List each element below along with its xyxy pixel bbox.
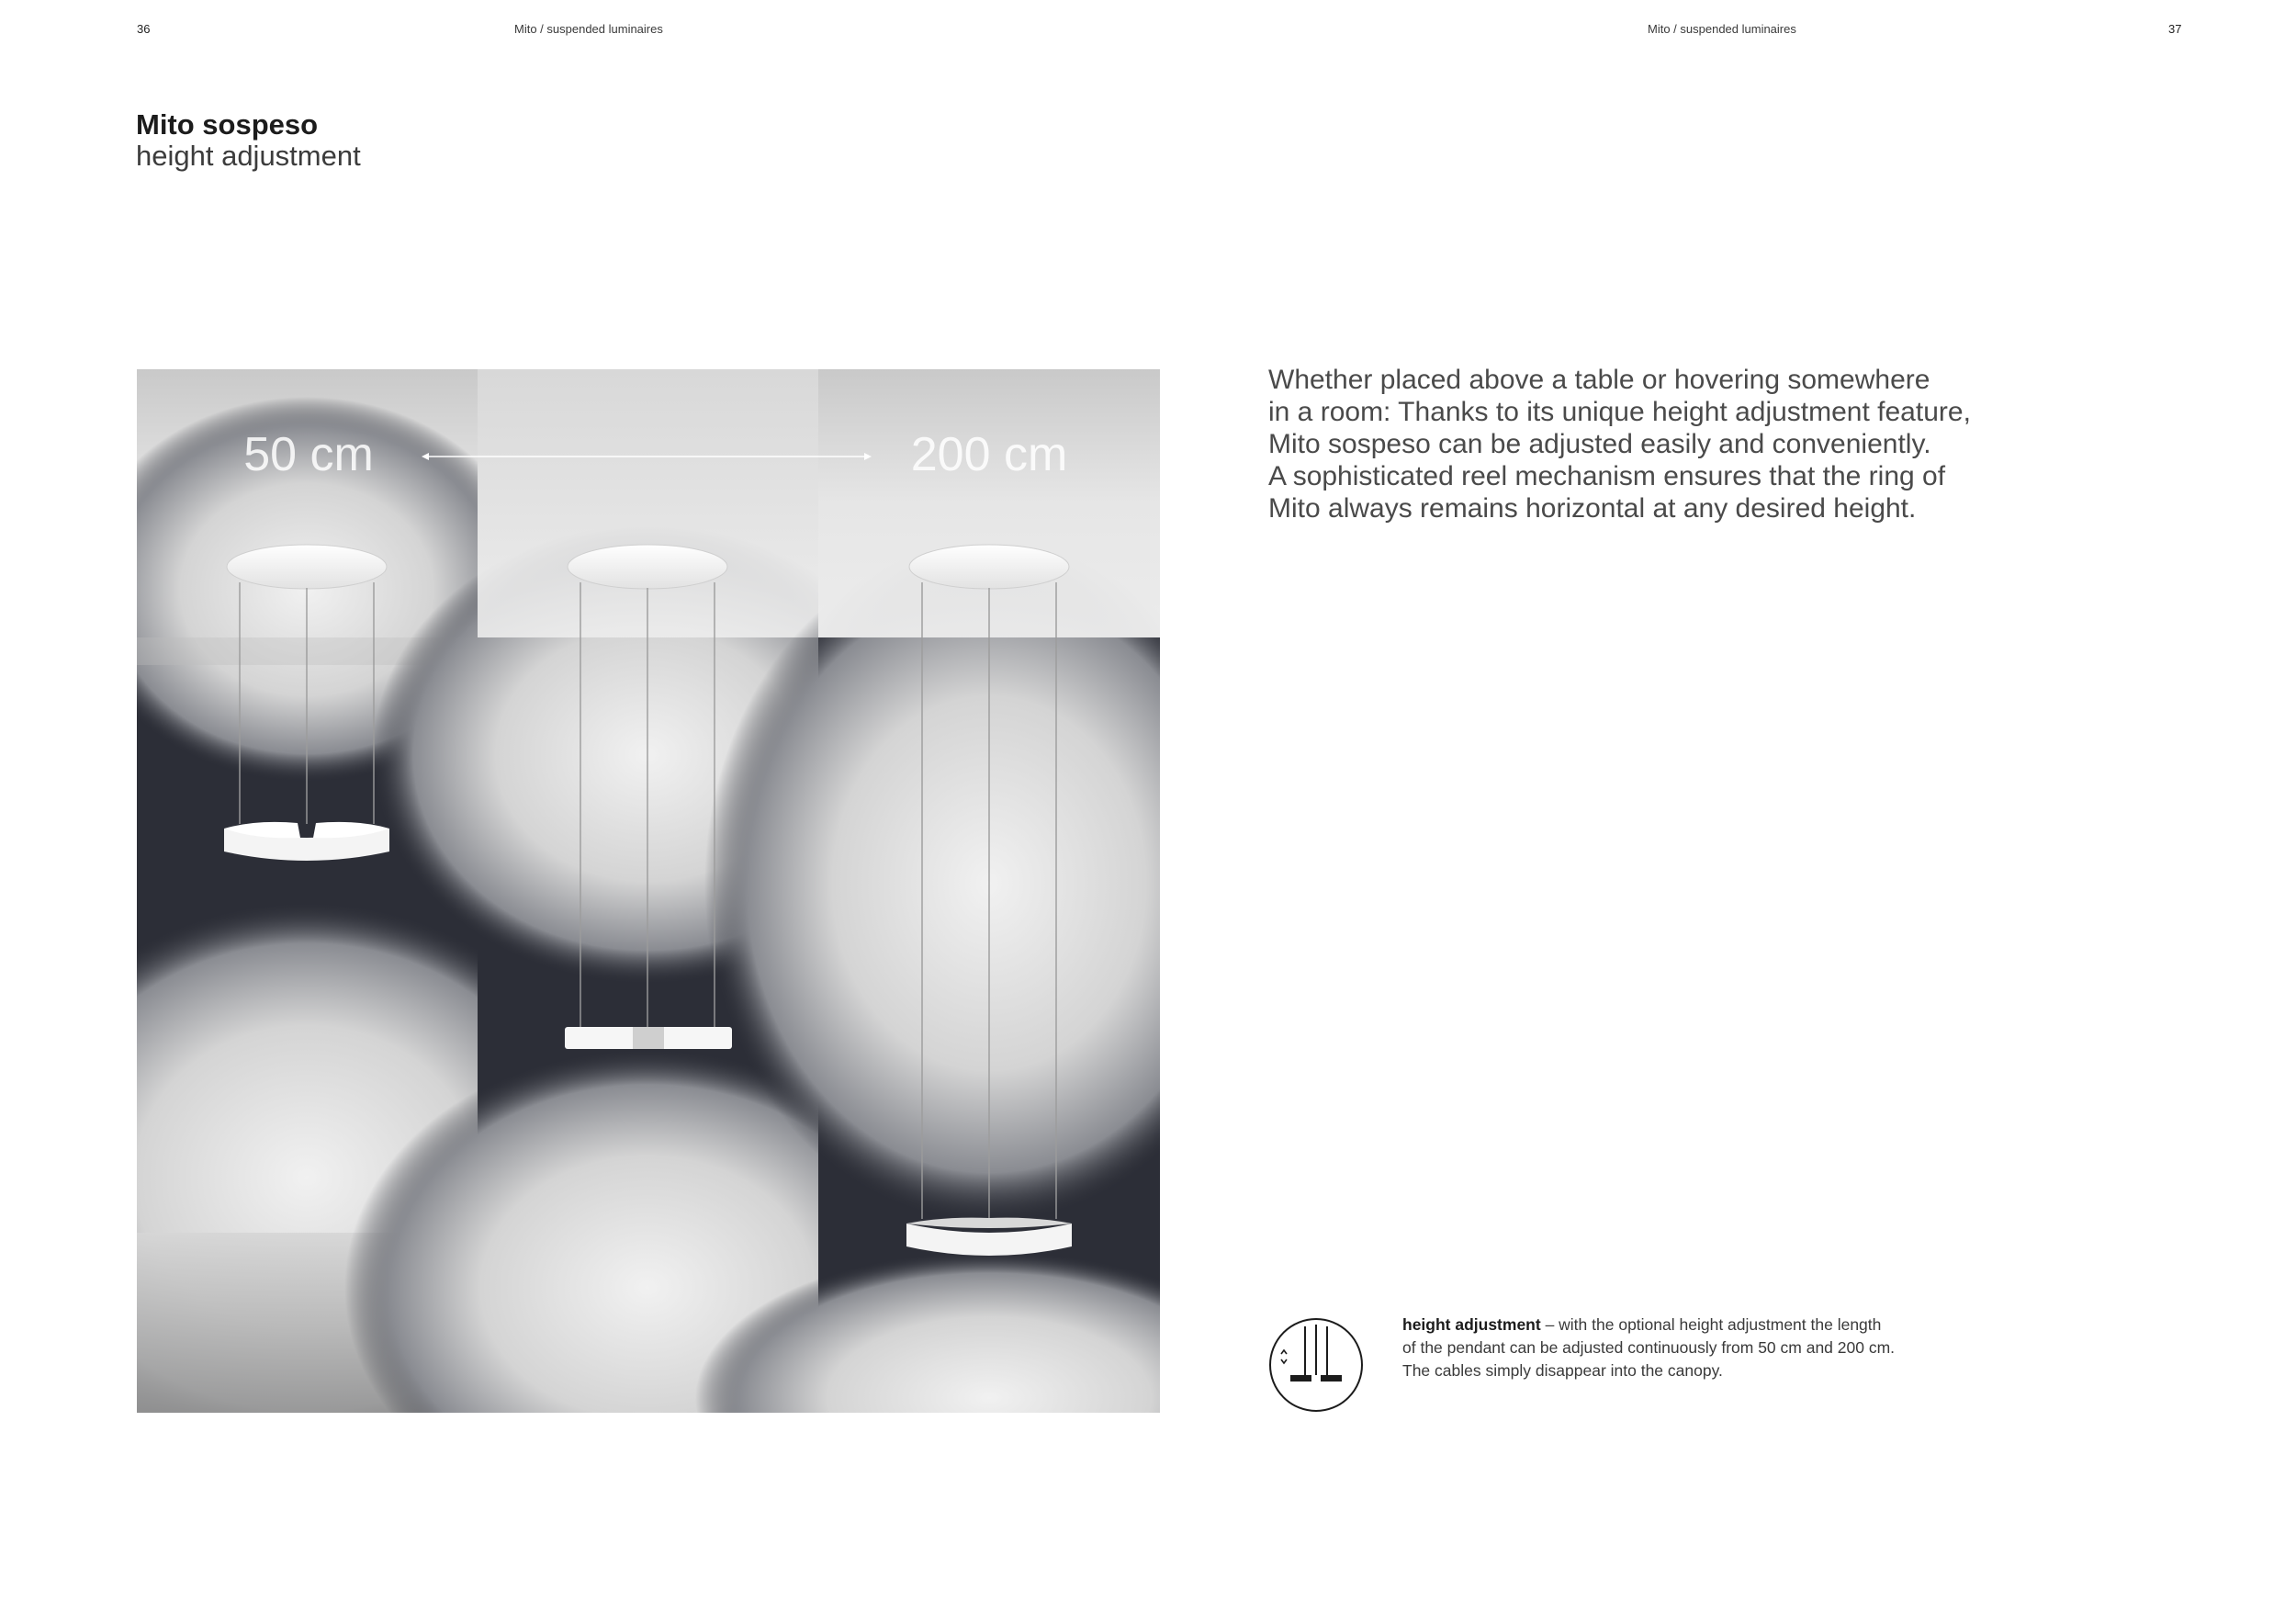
- height-adjustment-icon: [1268, 1317, 1364, 1413]
- body-paragraph: [1268, 364, 2021, 524]
- right-running-head: Mito / suspended luminaires: [1648, 22, 1796, 36]
- left-page-number: 36: [137, 22, 151, 36]
- body-line: Mito always remains horizontal at any desired height.: [1268, 493, 1917, 524]
- ring-mid: [565, 1027, 732, 1049]
- feature-line3: The cables simply disappear into the canopy.: [1402, 1361, 1723, 1380]
- right-page-number: 37: [2168, 22, 2182, 36]
- page-subtitle: height adjustment: [136, 140, 361, 172]
- feature-line1: – with the optional height adjustment the length: [1540, 1315, 1882, 1334]
- ring-200cm: [906, 1218, 1072, 1256]
- feature-caption: [1402, 1314, 1990, 1382]
- body-line: in a room: Thanks to its unique height adjustment feature,: [1268, 397, 1971, 427]
- canopy-shapes: [227, 545, 1069, 589]
- page-title: Mito sospeso: [136, 108, 319, 141]
- left-running-head: Mito / suspended luminaires: [514, 22, 663, 36]
- product-photo: [137, 369, 1160, 1413]
- label-min-height: 50 cm: [243, 428, 374, 481]
- body-line: Whether placed above a table or hovering somewhere: [1268, 365, 1930, 395]
- label-max-height: 200 cm: [910, 428, 1068, 481]
- feature-line2: of the pendant can be adjusted continuously from 50 cm and 200 cm.: [1402, 1338, 1896, 1357]
- body-line: Mito sospeso can be adjusted easily and conveniently.: [1268, 429, 1931, 459]
- feature-term: height adjustment: [1402, 1315, 1541, 1334]
- body-line: A sophisticated reel mechanism ensures that the ring of: [1268, 461, 1946, 491]
